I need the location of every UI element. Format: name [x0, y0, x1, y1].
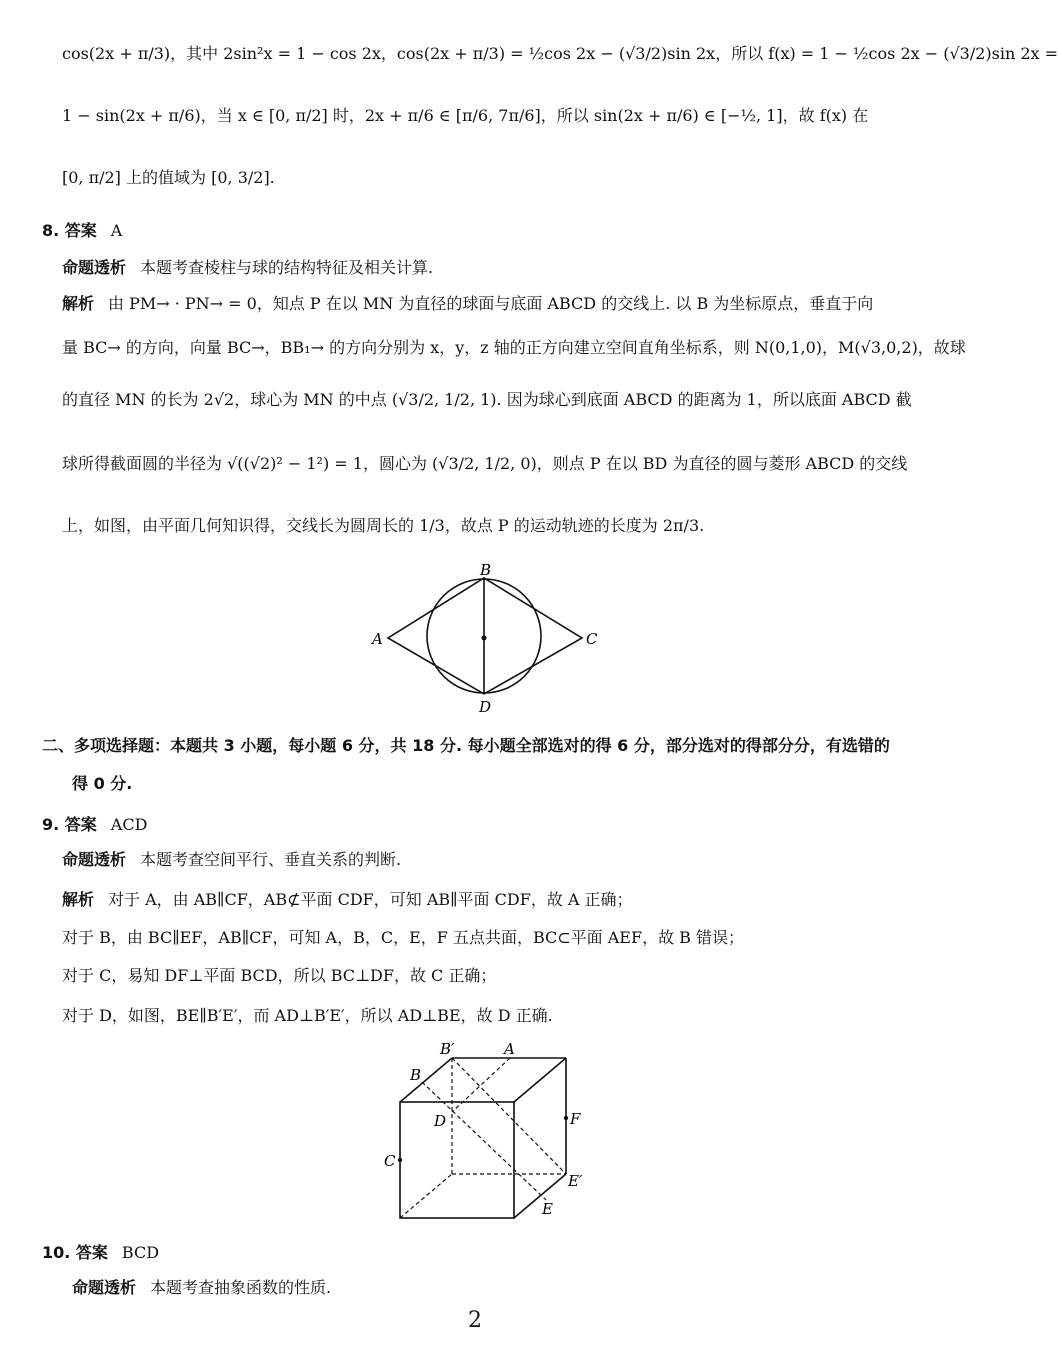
q9-solution-1	[62, 890, 633, 910]
q7-line-1: cos(2x + π/3)，其中 2sin²x = 1 − cos 2x，cos(2x + π/3) = ½cos 2x − (√3/2)sin 2x，所以 f(x) = 1 − ½cos 2x − (√3/2)sin 2x =	[62, 44, 1058, 63]
q8-figure	[360, 560, 610, 720]
label-b-prime: B′	[440, 1040, 455, 1058]
label-d: D	[479, 698, 492, 716]
cube-front-face	[400, 1102, 514, 1218]
point-f	[564, 1116, 568, 1120]
q9-cube-figure	[370, 1040, 600, 1230]
segment-be	[422, 1082, 546, 1200]
section-2-heading-2: 得 0 分.	[72, 774, 133, 793]
label-b: B	[480, 561, 492, 579]
q9-answer: ACD	[110, 815, 148, 834]
q9-sol-1: 对于 A，由 AB∥CF，AB⊄平面 CDF，可知 AB∥平面 CDF，故 A 正确；	[108, 890, 633, 909]
q8-answer: A	[110, 221, 123, 240]
q10-analysis-text: 本题考查抽象函数的性质.	[150, 1278, 332, 1297]
point-c	[398, 1158, 402, 1162]
q9-analysis-text: 本题考查空间平行、垂直关系的判断.	[140, 850, 402, 869]
q9-sol-4: 对于 D，如图，BE∥B′E′，而 AD⊥B′E′，所以 AD⊥BE，故 D 正确.	[62, 1006, 553, 1025]
q10-header	[42, 1240, 159, 1263]
q9-solution-label: 解析	[62, 890, 95, 909]
label-e-prime: E′	[568, 1172, 583, 1190]
center-point	[482, 636, 487, 641]
q9-header	[42, 812, 147, 835]
label-f: F	[570, 1110, 581, 1128]
q8-solution-label: 解析	[62, 294, 95, 313]
q10-analysis-label: 命题透析	[72, 1278, 137, 1297]
label-b: B	[410, 1066, 422, 1084]
cube-edge-br	[514, 1174, 566, 1218]
q8-analysis-label: 命题透析	[62, 258, 127, 277]
q8-header	[42, 218, 122, 241]
cube-edge-tr	[514, 1058, 566, 1102]
label-a: A	[504, 1040, 515, 1058]
label-c: C	[586, 630, 598, 648]
q10-answer: BCD	[121, 1243, 160, 1262]
q9-sol-3: 对于 C，易知 DF⊥平面 BCD，所以 BC⊥DF，故 C 正确；	[62, 966, 497, 985]
q8-number: 8. 答案	[42, 221, 97, 240]
label-a: A	[372, 630, 383, 648]
q9-analysis-label: 命题透析	[62, 850, 127, 869]
q9-analysis	[62, 850, 401, 870]
q10-number: 10. 答案	[42, 1243, 108, 1262]
q8-sol-4: 球所得截面圆的半径为 √((√2)² − 1²) = 1，圆心为 (√3/2, 1/2, 0)，则点 P 在以 BD 为直径的圆与菱形 ABCD 的交线	[62, 454, 908, 473]
q8-sol-5: 上，如图，由平面几何知识得，交线长为圆周长的 1/3，故点 P 的运动轨迹的长度为 2π/3.	[62, 516, 705, 535]
label-c: C	[384, 1152, 396, 1170]
q7-line-2: 1 − sin(2x + π/6)，当 x ∈ [0, π/2] 时，2x + π/6 ∈ [π/6, 7π/6]，所以 sin(2x + π/6) ∈ [−½, 1]，故 f(x) 在	[62, 106, 869, 125]
cube-edge-tl	[400, 1058, 452, 1102]
q8-analysis-text: 本题考查棱柱与球的结构特征及相关计算.	[140, 258, 434, 277]
q7-line-3: [0, π/2] 上的值域为 [0, 3/2].	[62, 168, 275, 187]
q8-solution-1	[62, 294, 873, 314]
q8-sol-2: 量 BC→ 的方向，向量 BC→，BB₁→ 的方向分别为 x，y，z 轴的正方向建立空间直角坐标系，则 N(0,1,0)，M(√3,0,2)，故球	[62, 338, 966, 357]
page-number: 2	[468, 1308, 482, 1333]
q8-sol-1: 由 PM→ · PN→ = 0，知点 P 在以 MN 为直径的球面与底面 ABCD 的交线上. 以 B 为坐标原点，垂直于向	[108, 294, 874, 313]
segment-b2e2	[452, 1058, 566, 1174]
q9-sol-2: 对于 B，由 BC∥EF，AB∥CF，可知 A，B，C，E，F 五点共面，BC⊂平面 AEF，故 B 错误；	[62, 928, 745, 947]
label-e: E	[542, 1200, 553, 1218]
q8-analysis	[62, 258, 433, 278]
q10-analysis	[72, 1278, 331, 1298]
q8-sol-3: 的直径 MN 的长为 2√2，球心为 MN 的中点 (√3/2, 1/2, 1). 因为球心到底面 ABCD 的距离为 1，所以底面 ABCD 截	[62, 390, 912, 409]
q9-number: 9. 答案	[42, 815, 97, 834]
segment-ad	[452, 1058, 510, 1112]
label-d: D	[434, 1112, 447, 1130]
cube-hidden-diag	[400, 1174, 452, 1218]
section-2-heading: 二、多项选择题：本题共 3 小题，每小题 6 分，共 18 分. 每小题全部选对的得 6 分，部分选对的得部分分，有选错的	[42, 736, 890, 755]
